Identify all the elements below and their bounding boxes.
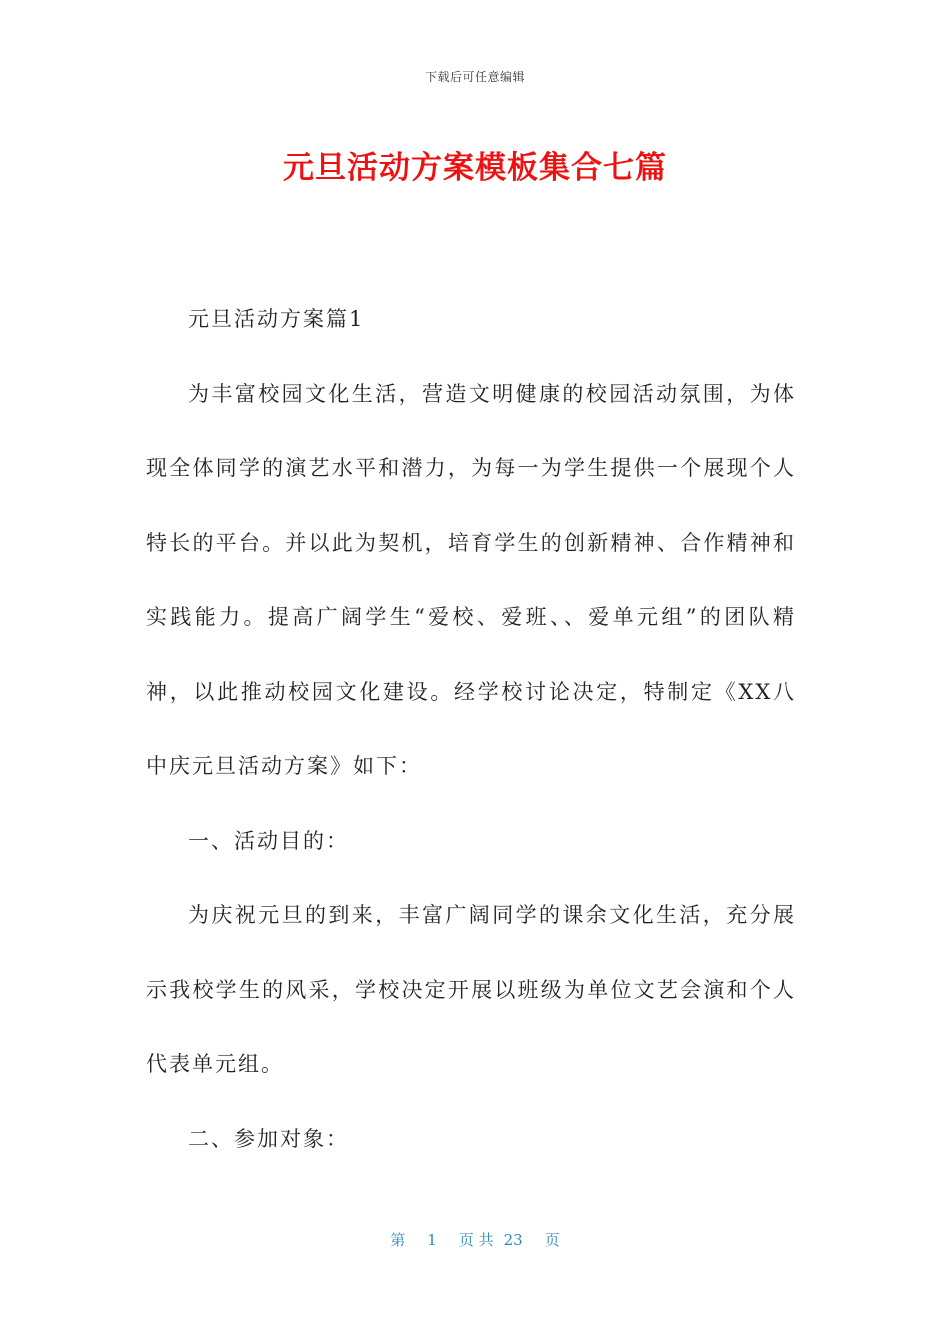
footer-page-prefix: 第	[390, 1231, 406, 1249]
section-heading-participants: 二、参加对象：	[188, 1126, 349, 1151]
header-note: 下载后可任意编辑	[424, 70, 525, 84]
section-heading-1: 元旦活动方案篇1	[188, 307, 365, 331]
footer-page-number: 1	[427, 1231, 437, 1249]
footer-page-suffix: 页	[544, 1231, 560, 1249]
footer-page-mid: 页 共	[458, 1231, 494, 1249]
document-body	[146, 282, 796, 1176]
footer-page-total: 23	[503, 1231, 523, 1249]
body-paragraph-intro: 为丰富校园文化生活，营造文明健康的校园活动氛围，为体现全体同学的演艺水平和潜力，为每一为学生提供一个展现个人特长的平台。并以此为契机，培育学生的创新精神、合作精神和实践能力。提高广阔学生“爱校、爱班、、爱单元组”的团队精神，以此推动校园文化建设。经学校讨论决定，特制定《XX八中庆元旦活动方案》如下：	[146, 381, 796, 778]
section-heading-purpose: 一、活动目的：	[188, 828, 349, 853]
document-title: 元旦活动方案模板集合七篇	[283, 150, 667, 186]
body-paragraph-purpose: 为庆祝元旦的到来，丰富广阔同学的课余文化生活，充分展示我校学生的风采，学校决定开展以班级为单位文艺会演和个人代表单元组。	[146, 903, 796, 1076]
page-footer	[0, 1229, 950, 1250]
